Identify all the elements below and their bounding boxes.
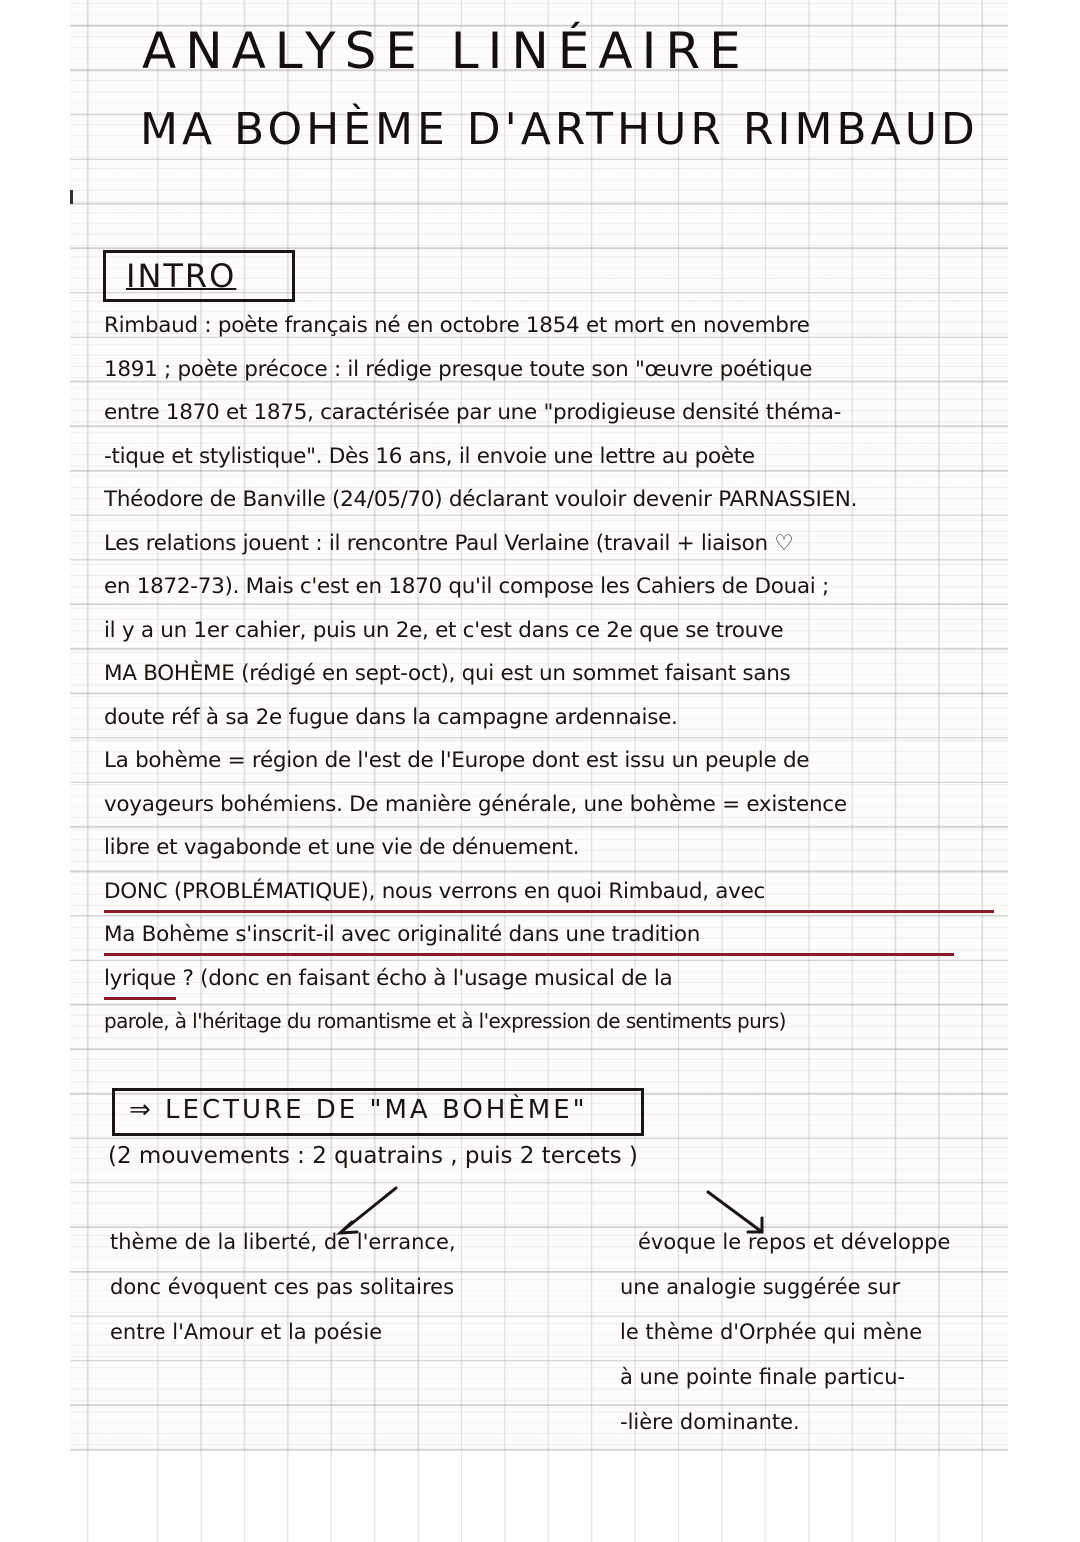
structure-note: (2 mouvements : 2 quatrains , puis 2 tercets ) [108,1143,638,1169]
intro-line: 1891 ; poète précoce : il rédige presque toute son "œuvre poétique [104,356,813,382]
right-note-line: une analogie suggérée sur [620,1275,901,1299]
intro-line: il y a un 1er cahier, puis un 2e, et c'est dans ce 2e que se trouve [104,617,784,643]
left-column-notes [110,1220,550,1355]
intro-line: La bohème = région de l'est de l'Europe dont est issu un peuple de [104,748,810,773]
intro-line: MA BOHÈME (rédigé en sept-oct), qui est un sommet faisant sans [104,661,791,686]
intro-line: Théodore de Banville (24/05/70) déclarant vouloir devenir PARNASSIEN. [104,487,858,512]
left-note-line: donc évoquent ces pas solitaires [110,1275,455,1299]
intro-heading: INTRO [126,257,237,295]
intro-line: entre 1870 et 1875, caractérisée par une "prodigieuse densité théma- [104,400,842,425]
problematique-line [104,870,1009,914]
grid-paper-bottom [70,1452,1008,1542]
problematique-text: Ma Bohème s'inscrit-il avec originalité dans une tradition [104,917,954,956]
lecture-heading: ⇒ LECTURE DE "MA BOHÈME" [129,1095,588,1125]
problematique-line [104,957,1009,1001]
problematique-tail: ? (donc en faisant écho à l'usage musical de la [175,965,673,991]
intro-line: voyageurs bohémiens. De manière générale, une bohème = existence [104,791,847,817]
left-note-line: entre l'Amour et la poésie [110,1320,383,1344]
lecture-heading-box [112,1088,644,1136]
title-ma-boheme: MA BOHÈME D'ARTHUR RIMBAUD [140,104,979,155]
right-note-line: à une pointe finale particu- [620,1365,906,1389]
problematique-last-line: parole, à l'héritage du romantisme et à l'expression de sentiments purs) [104,1009,786,1033]
intro-text [104,304,1009,1044]
right-note-line: -lière dominante. [620,1410,800,1434]
intro-line: doute réf à sa 2e fugue dans la campagne ardennaise. [104,704,678,730]
right-column-notes [620,1220,1020,1445]
right-note-line: évoque le repos et développe [638,1230,951,1254]
problematique-line [104,913,1009,957]
intro-line: Rimbaud : poète français né en octobre 1854 et mort en novembre [104,313,810,338]
right-note-line: le thème d'Orphée qui mène [620,1320,923,1344]
intro-line: -tique et stylistique". Dès 16 ans, il envoie une lettre au poète [104,443,755,469]
intro-line: en 1872-73). Mais c'est en 1870 qu'il compose les Cahiers de Douai ; [104,574,829,599]
problematique-text: DONC (PROBLÉMATIQUE), nous verrons en quoi Rimbaud, avec [104,874,994,913]
intro-line: libre et vagabonde et une vie de dénuement. [104,835,580,860]
intro-line: Les relations jouent : il rencontre Paul Verlaine (travail + liaison ♡ [104,530,794,556]
margin-mark [70,190,73,204]
title-analyse-lineaire: ANALYSE LINÉAIRE [142,22,750,80]
intro-heading-box [103,250,295,302]
left-note-line: thème de la liberté, de l'errance, [110,1230,456,1254]
problematique-text: lyrique [104,961,176,1000]
